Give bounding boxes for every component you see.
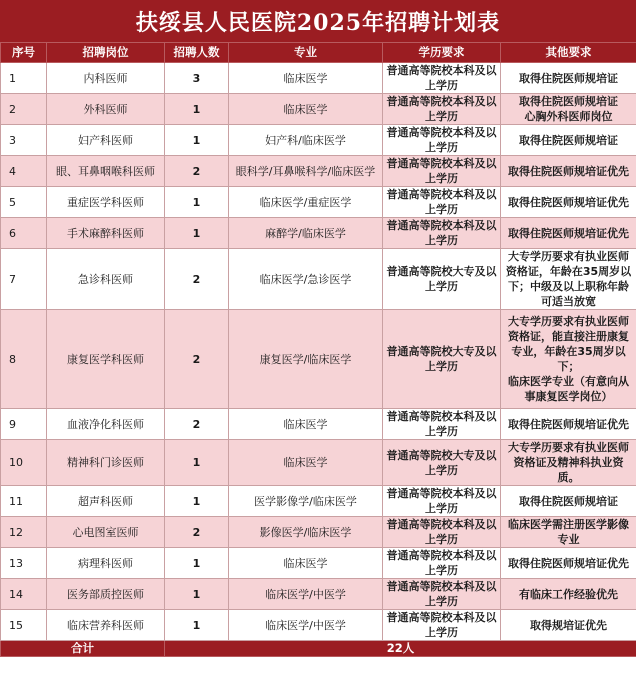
- table-row: [1, 517, 636, 548]
- cell-other: 大专学历要求有执业医师资格证，年龄在35周岁以下；中级及以上职称年龄可适当放宽: [501, 249, 636, 310]
- cell-other: 取得住院医师规培证: [501, 63, 636, 94]
- cell-post: 心电图室医师: [47, 517, 165, 548]
- cell-edu: 普通高等院校本科及以上学历: [383, 486, 501, 517]
- cell-major: 临床医学: [229, 94, 383, 125]
- cell-no: 14: [1, 579, 47, 610]
- cell-post: 手术麻醉科医师: [47, 218, 165, 249]
- cell-post: 内科医师: [47, 63, 165, 94]
- cell-major: 妇产科/临床医学: [229, 125, 383, 156]
- cell-other: 有临床工作经验优先: [501, 579, 636, 610]
- cell-other: 临床医学需注册医学影像专业: [501, 517, 636, 548]
- cell-edu: 普通高等院校本科及以上学历: [383, 409, 501, 440]
- cell-no: 1: [1, 63, 47, 94]
- cell-major: 麻醉学/临床医学: [229, 218, 383, 249]
- table-row: [1, 156, 636, 187]
- cell-post: 妇产科医师: [47, 125, 165, 156]
- table-row: [1, 125, 636, 156]
- cell-count: 1: [165, 125, 229, 156]
- table-row: [1, 409, 636, 440]
- cell-post: 医务部质控医师: [47, 579, 165, 610]
- cell-other: 取得住院医师规培证优先: [501, 156, 636, 187]
- cell-edu: 普通高等院校大专及以上学历: [383, 440, 501, 486]
- cell-edu: 普通高等院校大专及以上学历: [383, 310, 501, 409]
- cell-major: 影像医学/临床医学: [229, 517, 383, 548]
- cell-post: 精神科门诊医师: [47, 440, 165, 486]
- cell-no: 13: [1, 548, 47, 579]
- cell-count: 1: [165, 486, 229, 517]
- cell-count: 2: [165, 249, 229, 310]
- cell-major: 医学影像学/临床医学: [229, 486, 383, 517]
- cell-edu: 普通高等院校本科及以上学历: [383, 94, 501, 125]
- sheet-title: 扶绥县人民医院2025年招聘计划表: [0, 0, 636, 42]
- cell-edu: 普通高等院校本科及以上学历: [383, 610, 501, 641]
- cell-no: 6: [1, 218, 47, 249]
- cell-count: 1: [165, 610, 229, 641]
- cell-edu: 普通高等院校本科及以上学历: [383, 63, 501, 94]
- table-row: [1, 610, 636, 641]
- cell-other: 取得住院医师规培证 心胸外科医师岗位: [501, 94, 636, 125]
- cell-post: 眼、耳鼻咽喉科医师: [47, 156, 165, 187]
- cell-major: 临床医学/重症医学: [229, 187, 383, 218]
- cell-no: 4: [1, 156, 47, 187]
- table-row: [1, 63, 636, 94]
- table-row: [1, 486, 636, 517]
- table-row: [1, 249, 636, 310]
- cell-no: 10: [1, 440, 47, 486]
- cell-post: 外科医师: [47, 94, 165, 125]
- cell-edu: 普通高等院校本科及以上学历: [383, 579, 501, 610]
- total-row: [1, 641, 636, 657]
- header-no: 序号: [1, 43, 47, 63]
- cell-count: 1: [165, 440, 229, 486]
- cell-count: 1: [165, 218, 229, 249]
- header-major: 专业: [229, 43, 383, 63]
- table-row: [1, 218, 636, 249]
- table-body: [1, 63, 636, 641]
- cell-major: 康复医学/临床医学: [229, 310, 383, 409]
- cell-count: 2: [165, 156, 229, 187]
- cell-count: 3: [165, 63, 229, 94]
- cell-count: 1: [165, 579, 229, 610]
- cell-no: 11: [1, 486, 47, 517]
- total-value: 22人: [165, 641, 636, 657]
- header-row: [1, 43, 636, 63]
- header-count: 招聘人数: [165, 43, 229, 63]
- cell-other: 取得住院医师规培证优先: [501, 548, 636, 579]
- recruitment-table: [0, 42, 636, 657]
- cell-post: 病理科医师: [47, 548, 165, 579]
- cell-major: 临床医学: [229, 548, 383, 579]
- cell-count: 2: [165, 310, 229, 409]
- table-row: [1, 187, 636, 218]
- cell-major: 临床医学: [229, 409, 383, 440]
- cell-edu: 普通高等院校本科及以上学历: [383, 156, 501, 187]
- cell-major: 临床医学/中医学: [229, 610, 383, 641]
- cell-other: 大专学历要求有执业医师资格证及精神科执业资质。: [501, 440, 636, 486]
- cell-no: 9: [1, 409, 47, 440]
- cell-no: 15: [1, 610, 47, 641]
- cell-edu: 普通高等院校本科及以上学历: [383, 218, 501, 249]
- cell-no: 5: [1, 187, 47, 218]
- cell-no: 12: [1, 517, 47, 548]
- cell-no: 7: [1, 249, 47, 310]
- cell-no: 3: [1, 125, 47, 156]
- table-row: [1, 548, 636, 579]
- cell-post: 临床营养科医师: [47, 610, 165, 641]
- cell-post: 重症医学科医师: [47, 187, 165, 218]
- cell-post: 血液净化科医师: [47, 409, 165, 440]
- cell-post: 康复医学科医师: [47, 310, 165, 409]
- total-label: 合计: [1, 641, 165, 657]
- cell-count: 1: [165, 187, 229, 218]
- cell-edu: 普通高等院校本科及以上学历: [383, 548, 501, 579]
- cell-post: 急诊科医师: [47, 249, 165, 310]
- cell-major: 临床医学/中医学: [229, 579, 383, 610]
- cell-major: 眼科学/耳鼻喉科学/临床医学: [229, 156, 383, 187]
- header-post: 招聘岗位: [47, 43, 165, 63]
- cell-count: 1: [165, 548, 229, 579]
- cell-edu: 普通高等院校本科及以上学历: [383, 125, 501, 156]
- cell-major: 临床医学: [229, 440, 383, 486]
- cell-other: 取得规培证优先: [501, 610, 636, 641]
- header-edu: 学历要求: [383, 43, 501, 63]
- header-other: 其他要求: [501, 43, 636, 63]
- cell-other: 取得住院医师规培证优先: [501, 409, 636, 440]
- cell-no: 8: [1, 310, 47, 409]
- cell-other: 取得住院医师规培证优先: [501, 187, 636, 218]
- cell-edu: 普通高等院校本科及以上学历: [383, 517, 501, 548]
- cell-other: 取得住院医师规培证: [501, 125, 636, 156]
- cell-no: 2: [1, 94, 47, 125]
- cell-edu: 普通高等院校本科及以上学历: [383, 187, 501, 218]
- cell-count: 1: [165, 94, 229, 125]
- cell-other: 取得住院医师规培证: [501, 486, 636, 517]
- table-row: [1, 310, 636, 409]
- cell-post: 超声科医师: [47, 486, 165, 517]
- table-row: [1, 94, 636, 125]
- cell-major: 临床医学/急诊医学: [229, 249, 383, 310]
- table-row: [1, 440, 636, 486]
- cell-count: 2: [165, 409, 229, 440]
- table-row: [1, 579, 636, 610]
- cell-other: 取得住院医师规培证优先: [501, 218, 636, 249]
- cell-edu: 普通高等院校大专及以上学历: [383, 249, 501, 310]
- cell-count: 2: [165, 517, 229, 548]
- cell-other: 大专学历要求有执业医师资格证，能直接注册康复专业，年龄在35周岁以下； 临床医学专业（有意向从事康复医学岗位）: [501, 310, 636, 409]
- cell-major: 临床医学: [229, 63, 383, 94]
